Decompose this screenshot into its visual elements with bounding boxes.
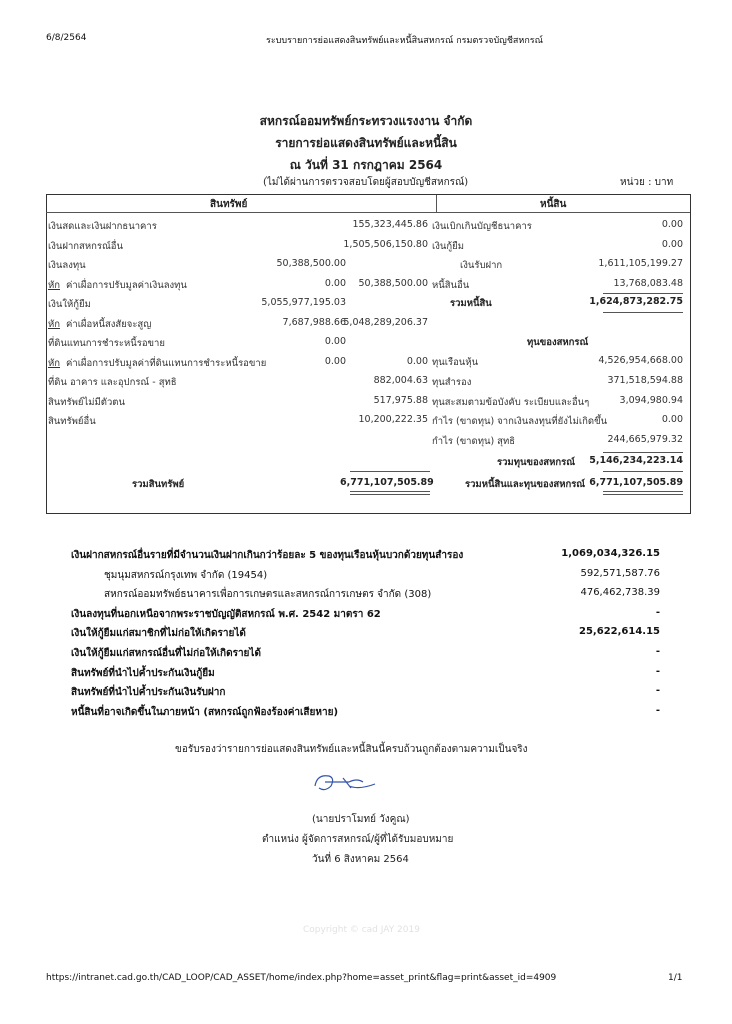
asset-prefix: หัก — [48, 318, 61, 330]
total-liab-equity-label: รวมหนี้สินและทุนของสหกรณ์ — [465, 479, 586, 490]
asset-sub-amount: 50,388,500.00 — [276, 258, 346, 269]
print-url: https://intranet.cad.go.th/CAD_LOOP/CAD_ASSET/home/index.php?home=asset_print&flag=print&asset_id=4909 — [46, 973, 557, 983]
liability-label: เงินรับฝาก — [460, 260, 503, 271]
liability-amount: 1,611,105,199.27 — [598, 258, 683, 269]
total-liab-equity-amount: 6,771,107,505.89 — [589, 477, 683, 488]
asset-prefix: หัก — [48, 279, 61, 291]
note-label: เงินลงทุนที่นอกเหนือจากพระราชบัญญัติสหกรณ์ พ.ศ. 2542 มาตรา 62 — [71, 608, 381, 620]
liability-amount: 0.00 — [661, 219, 683, 230]
unit-label: หน่วย : บาท — [620, 177, 674, 188]
signer-name: (นายปราโมทย์ วังคูณ) — [312, 814, 410, 825]
asset-amount: 517,975.88 — [373, 394, 428, 406]
equity-label: กำไร (ขาดทุน) จากเงินลงทุนที่ยังไม่เกิดขึ้น — [432, 416, 608, 427]
assets-header: สินทรัพย์ — [210, 199, 248, 210]
asset-sub-amount: 5,055,977,195.03 — [261, 297, 346, 308]
copyright-watermark: Copyright © cad JAY 2019 — [303, 925, 420, 935]
signed-date: วันที่ 6 สิงหาคม 2564 — [312, 854, 409, 865]
asset-amount: 1,505,506,150.80 — [343, 238, 428, 250]
equity-label: กำไร (ขาดทุน) สุทธิ — [432, 435, 516, 447]
asset-label: ที่ดิน อาคาร และอุปกรณ์ - สุทธิ — [48, 377, 177, 388]
asset-label: ที่ดินแทนการชำระหนี้รอขาย — [48, 338, 165, 349]
equity-header: ทุนของสหกรณ์ — [527, 337, 589, 348]
note-label: ชุมนุมสหกรณ์กรุงเทพ จำกัด (19454) — [104, 569, 268, 581]
page-number: 1/1 — [668, 973, 683, 983]
note-label: เงินให้กู้ยืมแก่สมาชิกที่ไม่ก่อให้เกิดรายได้ — [71, 628, 246, 640]
asset-prefix: หัก — [48, 357, 61, 369]
asset-sub-amount: 7,687,988.66 — [282, 316, 346, 328]
note-amount: 25,622,614.15 — [579, 626, 660, 638]
note-label: สินทรัพย์ที่นำไปค้ำประกันเงินกู้ยืม — [71, 667, 215, 679]
liabilities-header: หนี้สิน — [540, 199, 567, 210]
audit-note: (ไม่ได้ผ่านการตรวจสอบโดยผู้สอบบัญชีสหกรณ์) — [263, 177, 469, 188]
asset-amount: 155,323,445.86 — [352, 219, 428, 230]
signer-position: ตำแหน่ง ผู้จัดการสหกรณ์/ผู้ที่ได้รับมอบหมาย — [262, 834, 454, 845]
equity-amount: 3,094,980.94 — [619, 394, 683, 406]
equity-label: ทุนสะสมตามข้อบังคับ ระเบียบและอื่นๆ — [432, 396, 590, 408]
report-title: รายการย่อแสดงสินทรัพย์และหนี้สิน — [275, 136, 457, 150]
note-label: สินทรัพย์ที่นำไปค้ำประกันเงินรับฝาก — [71, 687, 226, 699]
asset-sub-amount: 0.00 — [324, 355, 346, 367]
note-amount: - — [655, 704, 660, 716]
note-label: สหกรณ์ออมทรัพย์ธนาคารเพื่อการเกษตรและสหกรณ์การเกษตร จำกัด (308) — [104, 589, 432, 601]
note-amount: 1,069,034,326.15 — [561, 548, 660, 559]
equity-amount: 371,518,594.88 — [607, 375, 683, 386]
total-equity-amount: 5,146,234,223.14 — [589, 455, 683, 466]
note-amount: 476,462,738.39 — [580, 587, 660, 599]
note-label: หนี้สินที่อาจเกิดขึ้นในภายหน้า (สหกรณ์ถูกฟ้องร้องค่าเสียหาย) — [71, 706, 339, 718]
asset-label: ค่าเผื่อการปรับมูลค่าที่ดินแทนการชำระหนี้รอขาย — [66, 357, 267, 369]
total-liabilities-label: รวมหนี้สิน — [450, 298, 492, 309]
note-amount: - — [655, 685, 660, 697]
liability-label: เงินกู้ยืม — [432, 240, 464, 252]
note-amount: 592,571,587.76 — [580, 567, 660, 579]
asset-sub-amount: 0.00 — [324, 336, 346, 347]
asset-label: เงินฝากสหกรณ์อื่น — [48, 240, 123, 252]
asset-label: ค่าเผื่อการปรับมูลค่าเงินลงทุน — [66, 279, 187, 291]
asset-amount: 50,388,500.00 — [358, 277, 428, 289]
asset-label: สินทรัพย์อื่น — [48, 416, 96, 427]
note-amount: - — [655, 665, 660, 677]
print-date: 6/8/2564 — [46, 33, 87, 43]
total-equity-label: รวมทุนของสหกรณ์ — [497, 457, 576, 468]
total-assets-amount: 6,771,107,505.89 — [340, 477, 434, 488]
total-assets-label: รวมสินทรัพย์ — [132, 479, 185, 490]
asset-label: สินทรัพย์ไม่มีตัวตน — [48, 396, 125, 408]
equity-amount: 0.00 — [661, 414, 683, 425]
asset-amount: 0.00 — [406, 355, 428, 367]
liability-amount: 13,768,083.48 — [613, 277, 683, 289]
note-label: เงินฝากสหกรณ์อื่นรายที่มีจำนวนเงินฝากเกินกว่าร้อยละ 5 ของทุนเรือนหุ้นบวกด้วยทุนสำรอง — [71, 550, 464, 561]
total-liabilities-amount: 1,624,873,282.75 — [589, 296, 683, 307]
liability-amount: 0.00 — [661, 238, 683, 250]
asset-label: เงินสดและเงินฝากธนาคาร — [48, 221, 157, 232]
asset-amount: 882,004.63 — [373, 375, 428, 386]
equity-amount: 244,665,979.32 — [607, 433, 683, 445]
equity-amount: 4,526,954,668.00 — [598, 355, 683, 366]
signature-graphic — [305, 768, 385, 796]
equity-label: ทุนเรือนหุ้น — [432, 357, 479, 368]
note-label: เงินให้กู้ยืมแก่สหกรณ์อื่นที่ไม่ก่อให้เกิดรายได้ — [71, 648, 261, 659]
asset-amount: 10,200,222.35 — [358, 414, 428, 425]
asset-label: เงินลงทุน — [48, 260, 86, 271]
asset-amount: 5,048,289,206.37 — [343, 316, 428, 328]
note-amount: - — [655, 646, 660, 657]
coop-name: สหกรณ์ออมทรัพย์กระทรวงแรงงาน จำกัด — [259, 114, 473, 128]
liability-label: หนี้สินอื่น — [432, 279, 470, 291]
report-date: ณ วันที่ 31 กรกฎาคม 2564 — [289, 158, 443, 172]
asset-label: ค่าเผื่อหนี้สงสัยจะสูญ — [66, 318, 152, 330]
certification-text: ขอรับรองว่ารายการย่อแสดงสินทรัพย์และหนี้สินนี้ครบถ้วนถูกต้องตามความเป็นจริง — [175, 744, 528, 755]
liability-label: เงินเบิกเกินบัญชีธนาคาร — [432, 221, 532, 232]
asset-label: เงินให้กู้ยืม — [48, 299, 91, 310]
asset-sub-amount: 0.00 — [324, 277, 346, 289]
system-title: ระบบรายการย่อแสดงสินทรัพย์และหนี้สินสหกรณ์ กรมตรวจบัญชีสหกรณ์ — [266, 36, 543, 46]
note-amount: - — [655, 606, 660, 618]
equity-label: ทุนสำรอง — [432, 377, 472, 388]
